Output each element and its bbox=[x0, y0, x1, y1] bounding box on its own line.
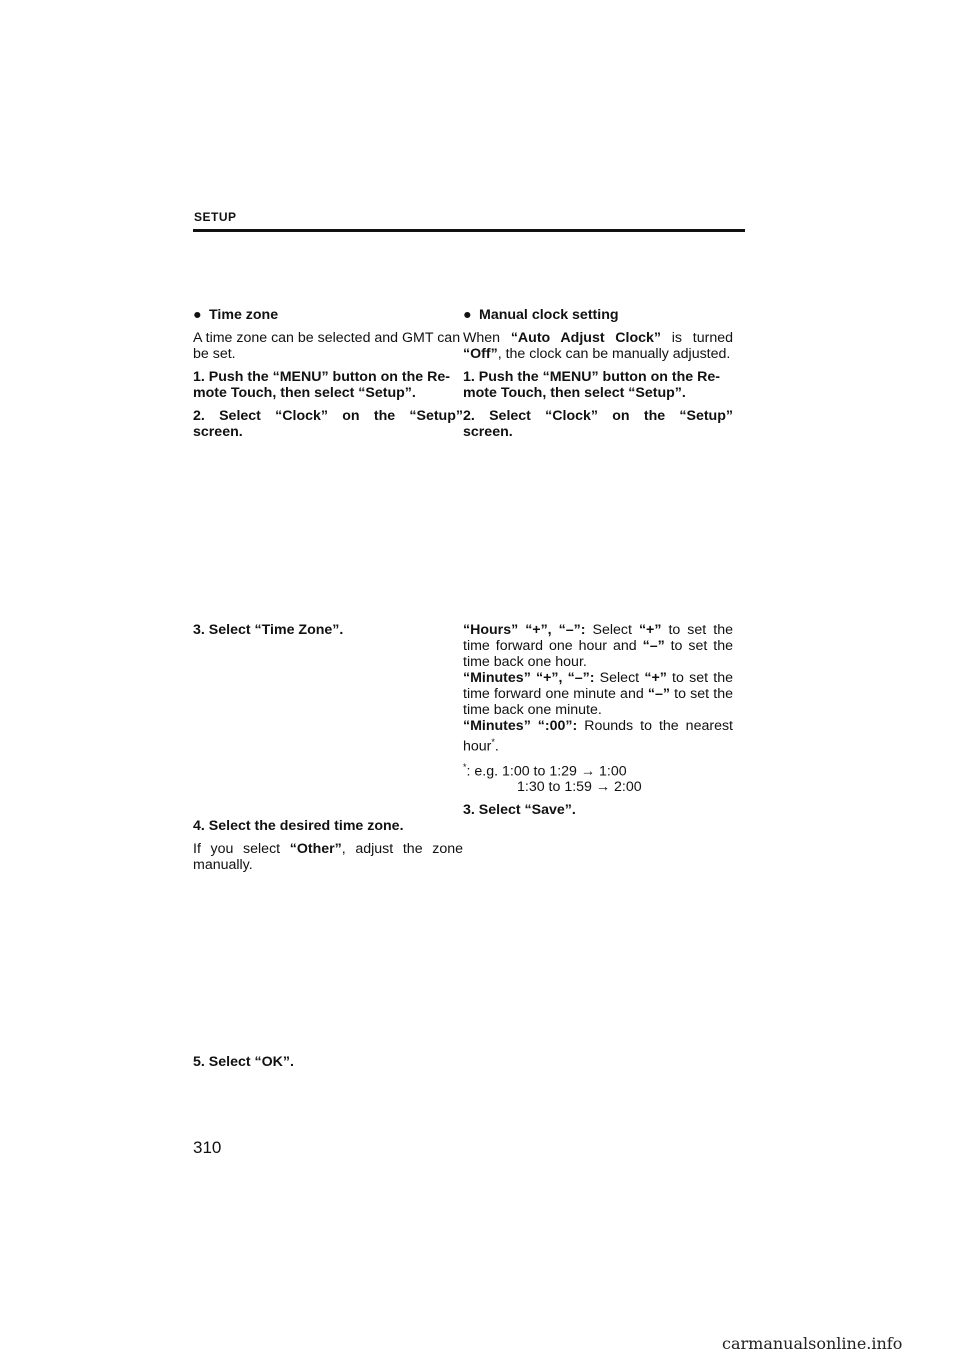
left-other-text: If you select “Other”, adjust the zone manually. bbox=[193, 841, 463, 873]
right-when-text: When “Auto Adjust Clock” is turned “Off”, the clock can be manually adjusted. bbox=[463, 330, 733, 362]
left-step4: 4. Select the desired time zone. bbox=[193, 818, 404, 834]
left-column-top bbox=[193, 307, 463, 447]
note-line1: *: e.g. 1:00 to 1:29 → 1:00 bbox=[463, 761, 627, 780]
minutes-description: “Minutes” “+”, “–”: Select “+” to set the time forward one minute and “–” to set the time back one minute. bbox=[463, 670, 734, 718]
round-description: “Minutes” “:00”: Rounds to the nearest hour*. bbox=[463, 718, 734, 755]
left-step5: 5. Select “OK”. bbox=[193, 1054, 294, 1070]
note-line2: 1:30 to 1:59 → 2:00 bbox=[517, 779, 642, 796]
page-number: 310 bbox=[193, 1138, 222, 1157]
bullet-icon: ● bbox=[193, 307, 202, 323]
header-rule bbox=[193, 229, 745, 232]
footer-watermark: carmanualsonline.info bbox=[722, 1334, 903, 1353]
right-step1: 1. Push the “MENU” button on the Re-mote Touch, then select “Setup”. bbox=[463, 369, 720, 401]
left-heading: ● Time zone bbox=[193, 307, 279, 323]
left-column-mid bbox=[193, 818, 463, 880]
section-header: SETUP bbox=[194, 210, 237, 224]
left-step1: 1. Push the “MENU” button on the Re-mote Touch, then select “Setup”. bbox=[193, 369, 450, 401]
right-step2: 2. Select “Clock” on the “Setup” screen. bbox=[463, 408, 733, 440]
left-intro: A time zone can be selected and GMT can be set. bbox=[193, 330, 461, 362]
right-step3: 3. Select “Save”. bbox=[463, 802, 576, 819]
bullet-icon: ● bbox=[463, 307, 472, 323]
right-column-top bbox=[463, 307, 733, 447]
left-step3: 3. Select “Time Zone”. bbox=[193, 622, 344, 638]
right-heading: ● Manual clock setting bbox=[463, 307, 619, 323]
left-step2: 2. Select “Clock” on the “Setup” screen. bbox=[193, 408, 463, 440]
hours-description: “Hours” “+”, “–”: Select “+” to set the time forward one hour and “–” to set the time back one hour. bbox=[463, 622, 733, 670]
right-column-mid bbox=[463, 622, 733, 825]
